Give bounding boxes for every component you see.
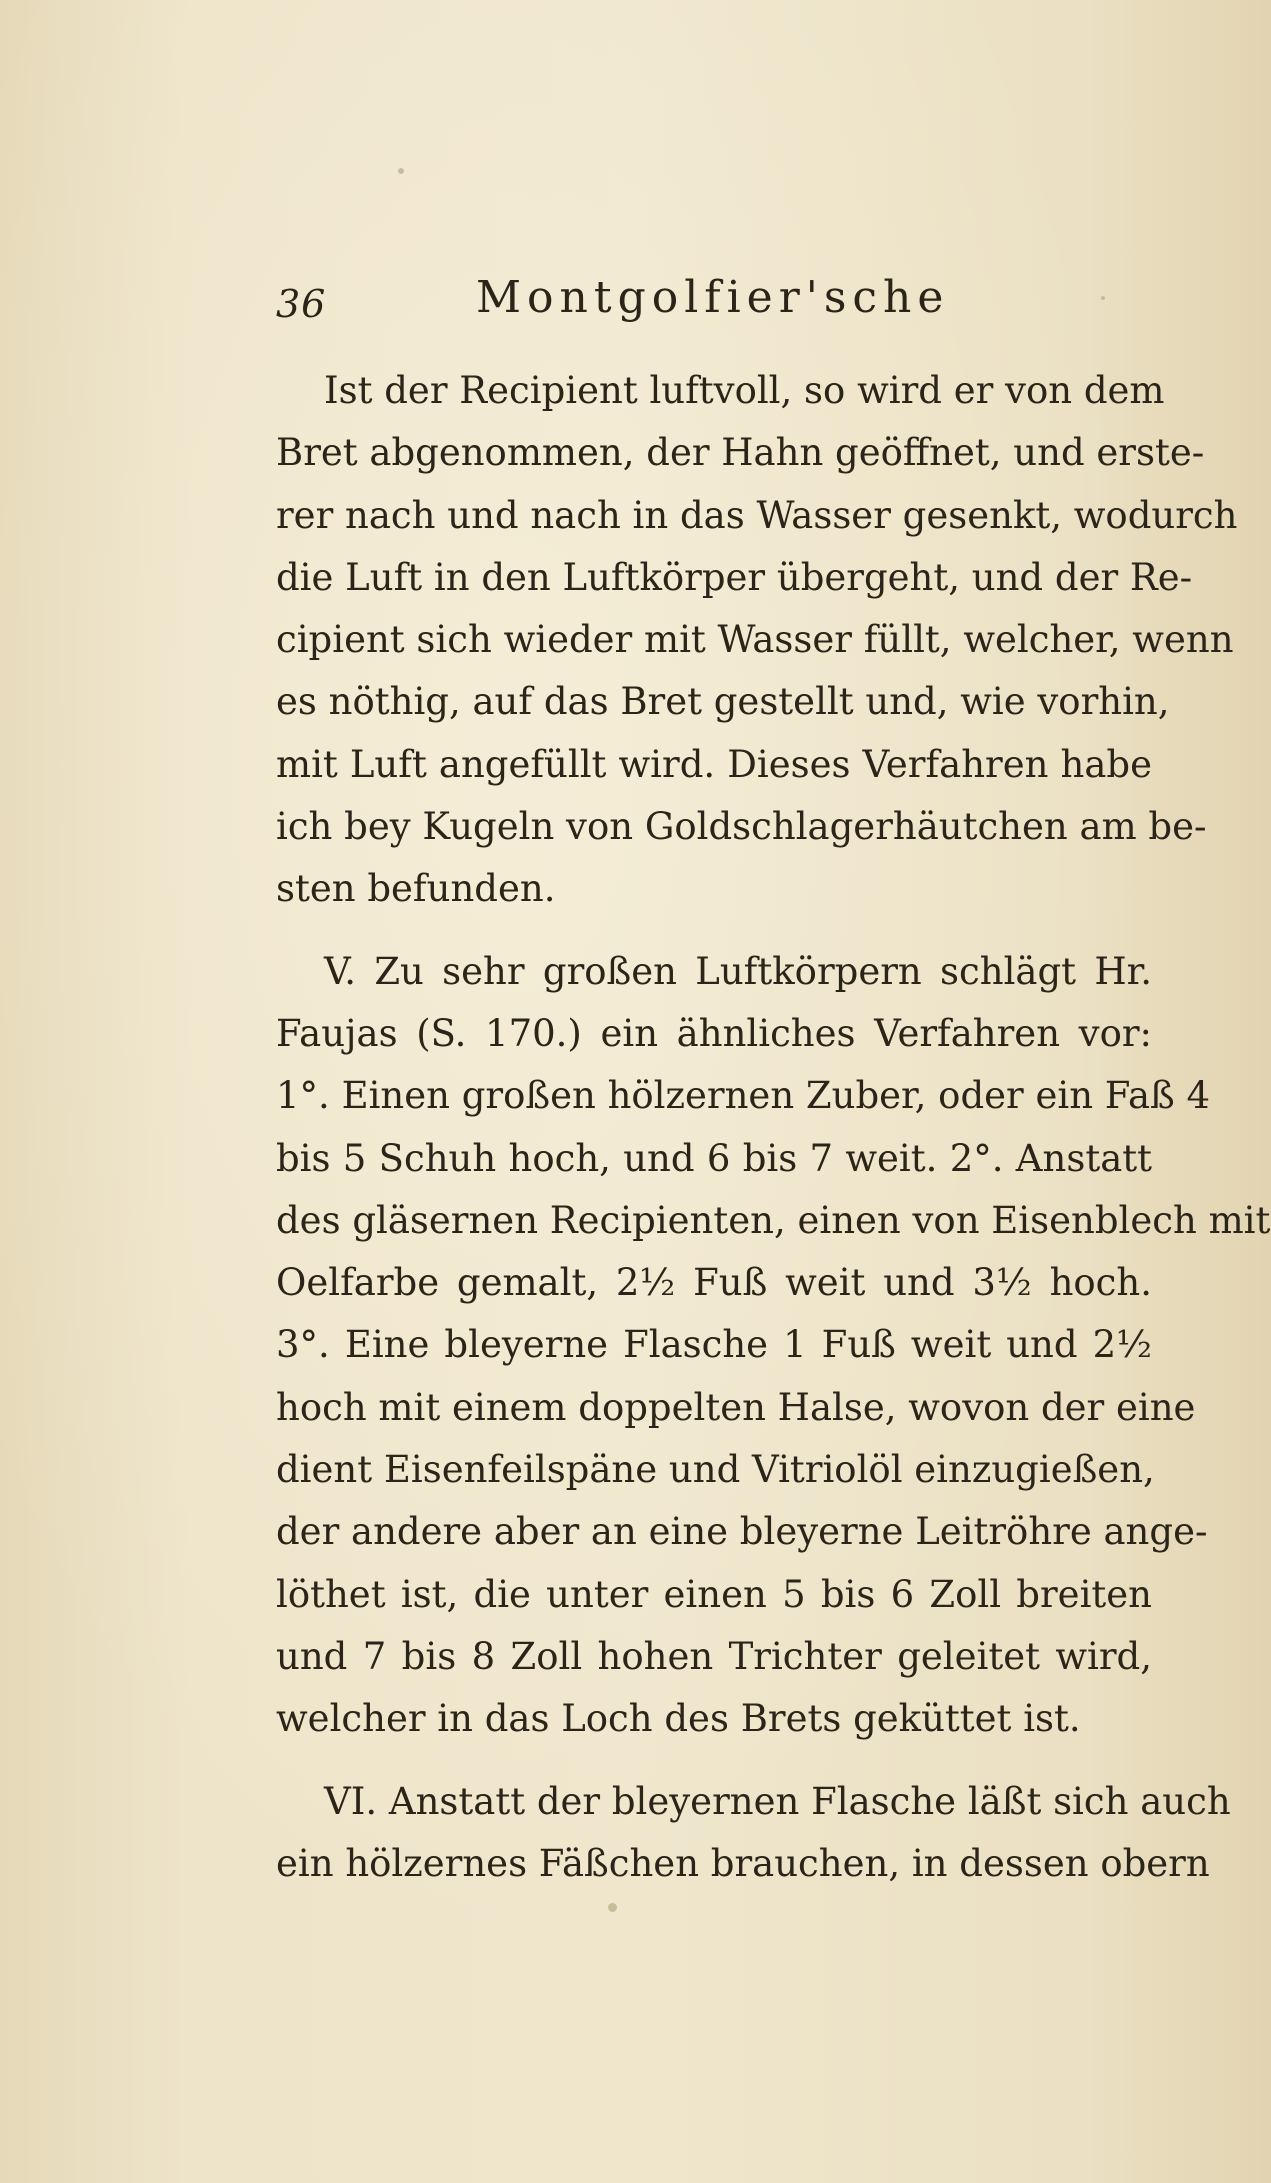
text-line: V. Zu sehr großen Luftkörpern schlägt Hr. <box>324 949 1152 993</box>
text-line: mit Luft angefüllt wird. Dieses Verfahren habe <box>276 742 1152 786</box>
text-line: Bret abgenommen, der Hahn geöffnet, und erste- <box>276 431 1205 475</box>
text-line: VI. Anstatt der bleyernen Flasche läßt sich auch <box>324 1779 1231 1823</box>
text-line: und 7 bis 8 Zoll hohen Trichter geleitet wird, <box>276 1634 1152 1678</box>
text-line: es nöthig, auf das Bret gestellt und, wie vorhin, <box>276 680 1170 724</box>
running-title: Montgolfier'sche <box>476 272 950 323</box>
text-line: Faujas (S. 170.) ein ähnliches Verfahren vor: <box>276 1011 1152 1055</box>
text-line: die Luft in den Luftkörper übergeht, und der Re- <box>276 555 1193 599</box>
text-line: Ist der Recipient luftvoll, so wird er von dem <box>324 369 1165 412</box>
text-line: ich bey Kugeln von Goldschlagerhäutchen am be- <box>276 805 1207 849</box>
paragraph-1 <box>276 360 1238 921</box>
page-number: 36 <box>276 282 327 326</box>
paragraph-3 <box>276 1771 1231 1896</box>
body-text <box>276 360 1271 1895</box>
text-line: der andere aber an eine bleyerne Leitröhre ange- <box>276 1510 1208 1554</box>
paper-speck <box>1101 296 1105 300</box>
text-line: Oelfarbe gemalt, 2½ Fuß weit und 3½ hoch. <box>276 1261 1152 1305</box>
text-line: bis 5 Schuh hoch, und 6 bis 7 weit. 2°. Anstatt <box>276 1136 1152 1180</box>
paper-speck <box>608 1903 617 1912</box>
text-line: sten befunden. <box>276 867 556 911</box>
paragraph-2 <box>276 941 1271 1751</box>
paper-speck <box>398 168 404 174</box>
text-line: löthet ist, die unter einen 5 bis 6 Zoll breiten <box>276 1572 1152 1616</box>
text-line: dient Eisenfeilspäne und Vitriolöl einzugießen, <box>276 1448 1155 1492</box>
text-line: cipient sich wieder mit Wasser füllt, welcher, wenn <box>276 618 1234 662</box>
text-line: 3°. Eine bleyerne Flasche 1 Fuß weit und 2½ <box>276 1323 1152 1367</box>
page-header <box>276 272 966 332</box>
text-line: des gläsernen Recipienten, einen von Eisenblech mit <box>276 1198 1271 1242</box>
text-line: ein hölzernes Fäßchen brauchen, in dessen obern <box>276 1841 1210 1885</box>
text-line: welcher in das Loch des Brets geküttet ist. <box>276 1697 1081 1741</box>
text-line: hoch mit einem doppelten Halse, wovon der eine <box>276 1385 1196 1429</box>
text-line: rer nach und nach in das Wasser gesenkt, wodurch <box>276 493 1238 537</box>
text-line: 1°. Einen großen hölzernen Zuber, oder ein Faß 4 <box>276 1074 1211 1118</box>
